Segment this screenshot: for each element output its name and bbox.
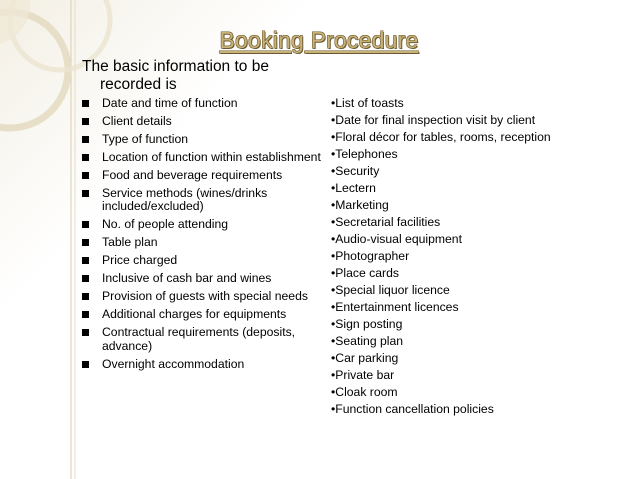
- list-item: [82, 272, 322, 285]
- list-item: •Secretarial facilities: [331, 215, 441, 229]
- list-item-label: Price charged: [102, 253, 178, 268]
- list-item-label: Food and beverage requirements: [102, 168, 283, 182]
- square-bullet-icon: [82, 329, 89, 336]
- list-item: [82, 254, 322, 267]
- list-item: •Sign posting: [331, 317, 403, 331]
- square-bullet-icon: [82, 275, 89, 282]
- list-item: •Date for final inspection visit by client: [331, 113, 536, 127]
- list-item-label: Additional charges for equipments: [102, 307, 287, 322]
- list-item-label: Type of function: [102, 132, 189, 146]
- list-item: [82, 97, 322, 110]
- extras-list: [331, 97, 631, 420]
- square-bullet-icon: [82, 293, 89, 300]
- list-item: •Telephones: [331, 147, 398, 161]
- intro-line-2: recorded is: [100, 76, 177, 93]
- list-item: •Audio-visual equipment: [331, 232, 462, 246]
- square-bullet-icon: [82, 361, 89, 368]
- list-item: [82, 115, 322, 128]
- list-item: •Marketing: [331, 198, 389, 212]
- list-item-label: Provision of guests with special needs: [102, 289, 308, 304]
- list-item: •List of toasts: [331, 96, 404, 110]
- list-item: [82, 326, 322, 353]
- page-title: Booking Procedure: [219, 27, 419, 53]
- list-item: •Photographer: [331, 249, 410, 263]
- square-bullet-icon: [82, 172, 89, 179]
- list-item-label: No. of people attending: [102, 217, 229, 232]
- square-bullet-icon: [82, 257, 89, 264]
- list-item: •Car parking: [331, 351, 399, 365]
- list-item-label: Table plan: [102, 235, 158, 250]
- list-item-label: Date and time of function: [102, 96, 238, 110]
- list-item: [82, 218, 322, 231]
- intro-line-1: The basic information to be: [82, 58, 269, 75]
- list-item: [82, 358, 322, 371]
- square-bullet-icon: [82, 118, 89, 125]
- list-item: [82, 236, 322, 249]
- list-item: •Seating plan: [331, 334, 404, 348]
- list-item: [82, 133, 322, 146]
- list-item: •Lectern: [331, 181, 376, 195]
- list-item: [82, 151, 322, 164]
- list-item-label: Location of function within establishment: [102, 150, 321, 164]
- intro-text: [82, 58, 322, 94]
- list-item: [82, 290, 322, 303]
- requirements-list: [82, 97, 322, 376]
- list-item-label: Overnight accommodation: [102, 356, 245, 371]
- square-bullet-icon: [82, 100, 89, 107]
- square-bullet-icon: [82, 221, 89, 228]
- square-bullet-icon: [82, 154, 89, 161]
- square-bullet-icon: [82, 190, 89, 197]
- list-item: [82, 308, 322, 321]
- list-item: [82, 187, 322, 214]
- square-bullet-icon: [82, 136, 89, 143]
- list-item-label: Contractual requirements (deposits, advance): [102, 325, 296, 353]
- list-item: •Private bar: [331, 368, 395, 382]
- square-bullet-icon: [82, 239, 89, 246]
- list-item: [82, 169, 322, 182]
- list-item: •Cloak room: [331, 385, 398, 399]
- square-bullet-icon: [82, 311, 89, 318]
- list-item: •Entertainment licences: [331, 300, 459, 314]
- list-item-label: Service methods (wines/drinks included/excluded): [102, 186, 268, 214]
- list-item: •Place cards: [331, 266, 399, 280]
- list-item: •Special liquor licence: [331, 283, 450, 297]
- list-item: •Security: [331, 164, 380, 178]
- list-item-label: Inclusive of cash bar and wines: [102, 271, 272, 286]
- list-item: •Floral décor for tables, rooms, reception: [331, 130, 551, 144]
- list-item: •Function cancellation policies: [331, 402, 494, 416]
- list-item-label: Client details: [102, 114, 172, 128]
